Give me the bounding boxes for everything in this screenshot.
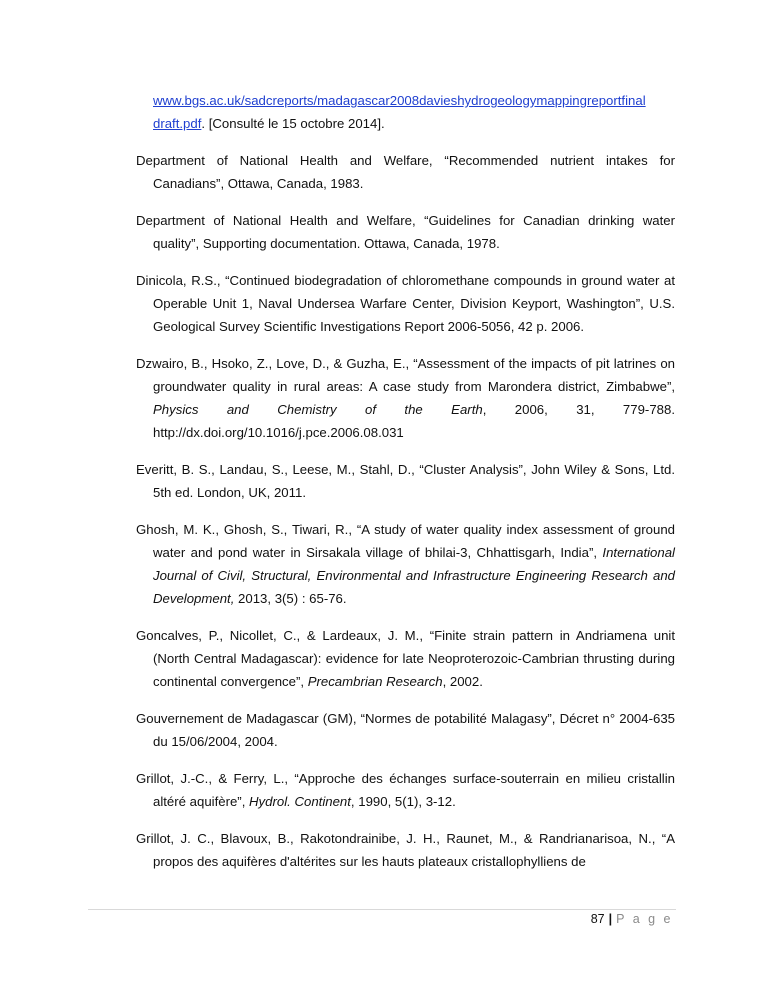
reference-entry: Department of National Health and Welfare, “Recommended nutrient intakes for Canadians”, Ottawa, Canada, 1983. bbox=[136, 153, 675, 191]
reference-entry: Grillot, J. C., Blavoux, B., Rakotondrainibe, J. H., Raunet, M., & Randrianarisoa, N., “A propos des aquifères d'altérites sur les hauts plateaux cristallophylliens de bbox=[136, 831, 675, 869]
reference-authors-title: Goncalves, P., Nicollet, C., & Lardeaux, J. M., “Finite strain pattern in Andriamena unit (North Central Madagascar): evidence for late Neoproterozoic-Cambrian thrusting during continental convergence”, bbox=[136, 628, 675, 689]
reference-journal: Precambrian Research bbox=[307, 674, 443, 689]
reference-entry-continuation bbox=[136, 89, 675, 135]
reference-consulted-date: . [Consulté le 15 octobre 2014]. bbox=[201, 116, 385, 131]
reference-entry bbox=[136, 518, 675, 610]
reference-details: , 2002. bbox=[442, 674, 483, 689]
reference-journal: Hydrol. Continent bbox=[249, 794, 351, 809]
footer-divider bbox=[88, 909, 676, 910]
reference-details: , 1990, 5(1), 3-12. bbox=[350, 794, 456, 809]
reference-entry bbox=[136, 352, 675, 444]
page-footer bbox=[591, 912, 673, 926]
reference-entry: Department of National Health and Welfare, “Guidelines for Canadian drinking water quality”, Supporting documentation. Ottawa, Canada, 1978. bbox=[136, 213, 675, 251]
reference-url-link[interactable]: www.bgs.ac.uk/sadcreports/madagascar2008davieshydrogeologymappingreportfinal bbox=[153, 93, 646, 108]
footer-separator: | bbox=[608, 912, 613, 926]
reference-details: , 2006, 31, 779-788. http://dx.doi.org/10.1016/j.pce.2006.08.031 bbox=[153, 402, 675, 440]
reference-list bbox=[136, 89, 675, 887]
reference-entry: Everitt, B. S., Landau, S., Leese, M., Stahl, D., “Cluster Analysis”, John Wiley & Sons, Ltd. 5th ed. London, UK, 2011. bbox=[136, 462, 675, 500]
reference-journal: International Journal of Civil, Structural, Environmental and Infrastructure Engineering Research and Development, bbox=[153, 545, 675, 606]
reference-url-link-end[interactable]: draft.pdf bbox=[153, 116, 202, 131]
reference-entry bbox=[136, 624, 675, 693]
page-label: P a g e bbox=[616, 912, 673, 926]
reference-details: 2013, 3(5) : 65-76. bbox=[234, 591, 347, 606]
reference-authors-title: Dzwairo, B., Hsoko, Z., Love, D., & Guzha, E., “Assessment of the impacts of pit latrines on groundwater quality in rural areas: A case study from Marondera district, Zimbabwe”, bbox=[136, 356, 675, 394]
reference-authors-title: Grillot, J.-C., & Ferry, L., “Approche des échanges surface-souterrain en milieu cristallin altéré aquifère”, bbox=[136, 771, 675, 809]
reference-journal: Physics and Chemistry of the Earth bbox=[153, 402, 483, 417]
page-number: 87 bbox=[590, 912, 605, 926]
reference-entry: Gouvernement de Madagascar (GM), “Normes de potabilité Malagasy”, Décret n° 2004-635 du 15/06/2004, 2004. bbox=[136, 711, 675, 749]
reference-entry: Dinicola, R.S., “Continued biodegradation of chloromethane compounds in ground water at Operable Unit 1, Naval Undersea Warfare Center, Division Keyport, Washington”, U.S. Geological Survey Scientific Investigations Report 2006-5056, 42 p. 2006. bbox=[136, 273, 675, 334]
reference-authors-title: Ghosh, M. K., Ghosh, S., Tiwari, R., “A study of water quality index assessment of ground water and pond water in Sirsakala village of bhilai-3, Chhattisgarh, India”, bbox=[136, 522, 675, 560]
reference-entry bbox=[136, 767, 675, 813]
